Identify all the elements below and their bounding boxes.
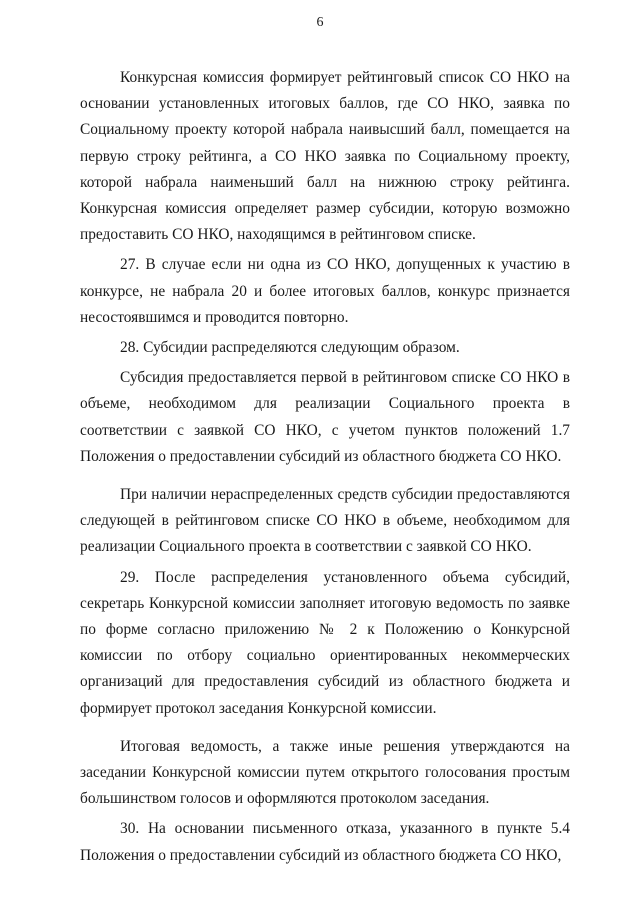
paragraph-first-subsidy: Субсидия предоставляется первой в рейтинговом списке СО НКО в объеме, необходимом для реализации Социального проекта в соответствии с заявкой СО НКО, с учетом пунктов положений 1.7 Положения о предоставлении субсидий из областного бюджета СО НКО. — [80, 369, 570, 465]
page-number: 6 — [316, 15, 324, 30]
paragraph-28: 28. Субсидии распределяются следующим образом. — [120, 339, 460, 357]
document-body — [80, 65, 570, 873]
paragraph-remaining-funds: При наличии нераспределенных средств субсидии предоставляются следующей в рейтинговом списке СО НКО в объеме, необходимом для реализации Социального проекта в соответствии с заявкой СО НКО. — [80, 486, 570, 556]
paragraph-30: 30. На основании письменного отказа, указанного в пункте 5.4 Положения о предоставлении субсидий из областного бюджета СО НКО, — [80, 820, 570, 864]
paragraph-final-statement: Итоговая ведомость, а также иные решения утверждаются на заседании Конкурсной комиссии путем открытого голосования простым большинством голосов и оформляются протоколом заседания. — [80, 737, 570, 808]
paragraph-27: 27. В случае если ни одна из СО НКО, допущенных к участию в конкурсе, не набрала 20 и более итоговых баллов, конкурс признается несостоявшимся и проводится повторно. — [80, 256, 570, 326]
paragraph-rating-list: Конкурсная комиссия формирует рейтинговый список СО НКО на основании установленных итоговых баллов, где СО НКО, заявка по Социальному проекту которой набрала наивысший балл, помещается на первую строку рейтинга, а СО НКО заявка по Социальному проекту, которой набрала наименьший балл на нижнюю строку рейтинга. Конкурсная комиссия определяет размер субсидии, которую возможно предоставить СО НКО, находящимся в рейтинговом списке. — [80, 69, 570, 244]
paragraph-29: 29. После распределения установленного объема субсидий, секретарь Конкурсной комиссии заполняет итоговую ведомость по заявке по форме согласно приложению № 2 к Положению о Конкурсной комиссии по отбору социально ориентированных некоммерческих организаций для предоставления субсидий из областного бюджета и формирует протокол заседания Конкурсной комиссии. — [80, 568, 570, 717]
